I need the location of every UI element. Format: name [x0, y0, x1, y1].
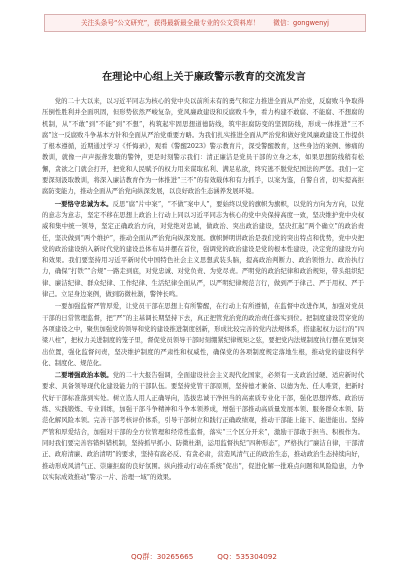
document-body: [42, 96, 364, 546]
paragraph-text: 党的二十大以来，以习近平同志为核心的党中央以前所未有的勇气和定力推进全面从严治党，反腐败斗争取得压倒性胜利并全面巩固，但形势依然严峻复杂，党风廉政建设和反腐败斗争，看力构建不敢腐、不能腐、不想腐的机制，从“不敢”到“不能”到“不想”，构筑起牢固思想道德防线，筑牢拒腐防变的坚固防线，形成一体推进“三不腐”这一反腐败斗争基本方针和全面从严治党重要方略。为我们扎实推进全面从严治党和做好党风廉政建设工作提供了根本遵循，近期通过学习《忏悔录》，观看《警醒2023》警示教育片，深受警醒教育，这些身边的案例、惨痛的教训，就像一声声振聋发聩的警钟，更是时刻警示我们：清正廉洁是党员干部的立身之本，如果思想防线稍有松懈，贪欲之门就会打开，把党和人民赋予的权力用来谋取私利、满足私欲，终究逃不脱党纪国法的严惩。我们一定要深刻汲取教训，将深入廉洁教育作为一体推进“三不”的有效载体和有力抓手，以案为鉴，自警自省，切实提高拒腐防变能力，推动全面从严治党向纵深发展，以良好政治生态涵养发展环境。: [42, 98, 364, 196]
paragraph: [42, 370, 364, 483]
paragraph-text: 反思“腐”片中案”，“不做”案中人”，要始终以党的旗帜为旗帜，以党的方向为方向，以党的意志为意志，坚定不移在思想上政治上行动上同以习近平同志为核心的党中央保持高度一致，坚决维护党中央权威和集中统一领导，坚定正确政治方向，对党绝对忠诚，做政治、突出政治建设，坚决扛起“两个确立”的政治责任，坚决做到“两个维护”，推动全面从严治党向纵深发展。旗帜鲜明讲政治是我们党的突出特点和优势，党中央把党的政治建设纳入新时代党的建设总体布局并摆在首位，强调党的政治建设是党的根本性建设，决定党的建设方向和效果。我们要坚持用习近平新时代中国特色社会主义思想武装头脑，提高政治判断力、政治领悟力、政治执行力，确保“打铁”“合规”一路走到底，对党忠诚、对党负责、为党尽责。严明党的政治纪律和政治规矩，带头组织纪律、廉洁纪律、群众纪律、工作纪律、生活纪律全面从严，以严明纪律规范言行，做到严于律己、严于用权、严于律己。立足身边案例，做到防微杜渐，警钟长鸣。: [42, 200, 364, 299]
paragraph-heading: 一要恪守忠诚为本。: [54, 200, 113, 208]
paragraph: [42, 96, 364, 198]
promo-banner-text: 关注头条号“公文研究”，获得最新最全最专业的公文资料库！: [80, 19, 260, 27]
paragraph: [42, 199, 364, 301]
document-title: 在理论中心组上关于廉政警示教育的交流发言: [102, 72, 306, 83]
wechat-id: 微信：gongwenyj: [273, 19, 329, 27]
paragraph-text: 党的二十大报告强调，全面建设社会主义现代化国家，必须有一支政治过硬、适应新时代要求、具备领导现代化建设能力的干部队伍。要坚持党管干部原则，坚持德才兼备、以德为先、任人唯贤，把新时代好干部标准落到实处。树立选人用人正确导向，选拔忠诚干净担当的高素质专业化干部，强化思想淬炼、政治历练、实践锻炼、专业训练，加强干部斗争精神和斗争本领养成，增强干部推动高质量发展本领、服务群众本领、防范化解风险本领。完善干部考核评价体系，引导干部树立和践行正确政绩观，推动干部能上能下、能进能出。坚持严管和厚爱结合，加强对干部的全方位管理和经常性监督，落实“三个区分开来”，激励干部敢于担当、积极作为。同时我们要完善容错纠错机制，坚持抓早抓小、防微杜渐，运用监督执纪“四种形态”，严格执行“廉洁自律，干部清正、政府清廉、政治清明”的要求，坚持有腐必反、有贪必肃，营造风清气正的政治生态，推动政治生态持续向好，推动形成风清气正、崇廉拒腐的良好氛围。纵向推动行动在系统“促出”，促进化解一批难点问题和风险隐患，力争以实际成效推动“警示一片、治理一域”的效果。: [42, 372, 364, 481]
paragraph-text: 一要加强监督严管厚爱，让党员干部在思想上有所警醒，在行动上有所遵循，在监督中改进作风，加强对党员干部的日常管理监督，把“严”的主基调长期坚持下去，真正把管党治党的政治责任落实到位。把制度建设贯穿党的各项建设之中，聚焦加强党的领导和党的建设推进制度创新，形成比较完善的党内法规体系，搭建起权力运行的“四梁八柱”，把权力关进制度的笼子里，督促党员领导干部时刻绷紧纪律规矩之弦，要把党内法规制度执行摆在更加突出位置，强化监督问责，坚决维护制度的严肃性和权威性，确保党的各项制度规定落地生根，推动党的建设科学化、制度化、规范化。: [42, 303, 364, 367]
contact-footer: [0, 552, 408, 562]
paragraph: [42, 301, 364, 369]
qq-group: QQ群：30265665: [131, 552, 194, 561]
promo-banner: [44, 14, 366, 32]
qq-number: QQ：535304092: [217, 552, 277, 561]
paragraph-heading: 二要增强政治本领。: [54, 372, 113, 380]
